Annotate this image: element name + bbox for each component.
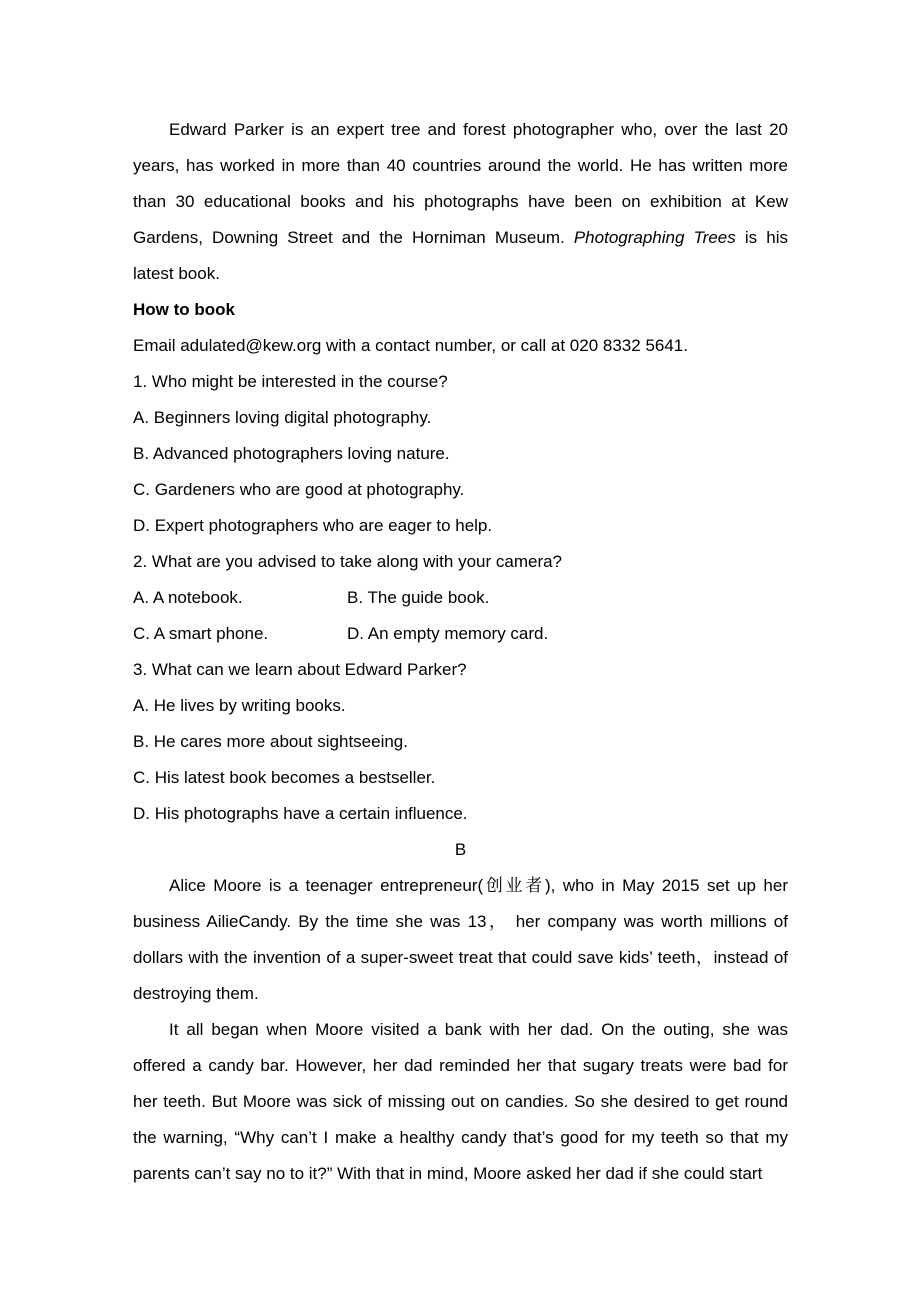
book-title-italic: Photographing Trees (573, 228, 736, 247)
heading-how-to-book: How to book (133, 300, 235, 319)
question-2-option-b: B. The guide book. (347, 588, 490, 607)
question-2-option-c: C. A smart phone. (133, 624, 269, 643)
paragraph-text-before: Edward Parker is an expert tree and forest photographer who, over the last 20 years, has worked in more than 40 countries around the world. He has written more than 30 educational books and his photographs have been on exhibition at Kew Gardens, Downing Street and the Horniman Museum. (133, 120, 788, 247)
email-contact-line: Email adulated@kew.org with a contact number, or call at 020 8332 5641. (133, 336, 688, 355)
question-1-option-b: B. Advanced photographers loving nature. (133, 444, 450, 463)
question-1-option-d: D. Expert photographers who are eager to help. (133, 516, 493, 535)
question-3-option-a: A. He lives by writing books. (133, 696, 346, 715)
question-1: 1. Who might be interested in the course? (133, 372, 448, 391)
question-2-options-ab (133, 580, 788, 616)
question-2-options-cd (133, 616, 788, 652)
question-3-option-c: C. His latest book becomes a bestseller. (133, 768, 436, 787)
question-2-option-d: D. An empty memory card. (347, 624, 549, 643)
paragraph-bank-visit: It all began when Moore visited a bank with her dad. On the outing, she was offered a candy bar. However, her dad reminded her that sugary treats were bad for her teeth. But Moore was sick of missing out on candies. So she desired to get round the warning, “Why can’t I make a healthy candy that’s good for my teeth so that my parents can’t say no to it?” With that in mind, Moore asked her dad if she could start (133, 1020, 788, 1183)
question-3: 3. What can we learn about Edward Parker? (133, 660, 467, 679)
question-3-option-b: B. He cares more about sightseeing. (133, 732, 408, 751)
question-2: 2. What are you advised to take along with your camera? (133, 552, 563, 571)
section-label-b: B (454, 840, 467, 859)
question-2-option-a: A. A notebook. (133, 588, 243, 607)
paragraph-text-after: is his latest book. (133, 228, 788, 283)
question-1-option-a: A. Beginners loving digital photography. (133, 408, 432, 427)
paragraph-alice-moore: Alice Moore is a teenager entrepreneur(创业者), who in May 2015 set up her business AilieCandy. By the time she was 13， her company was worth millions of dollars with the invention of a super-sweet treat that could save kids’ teeth，instead of destroying them. (133, 876, 788, 1003)
question-3-option-d: D. His photographs have a certain influence. (133, 804, 468, 823)
question-1-option-c: C. Gardeners who are good at photography. (133, 480, 465, 499)
paragraph-edward-parker (133, 112, 788, 292)
